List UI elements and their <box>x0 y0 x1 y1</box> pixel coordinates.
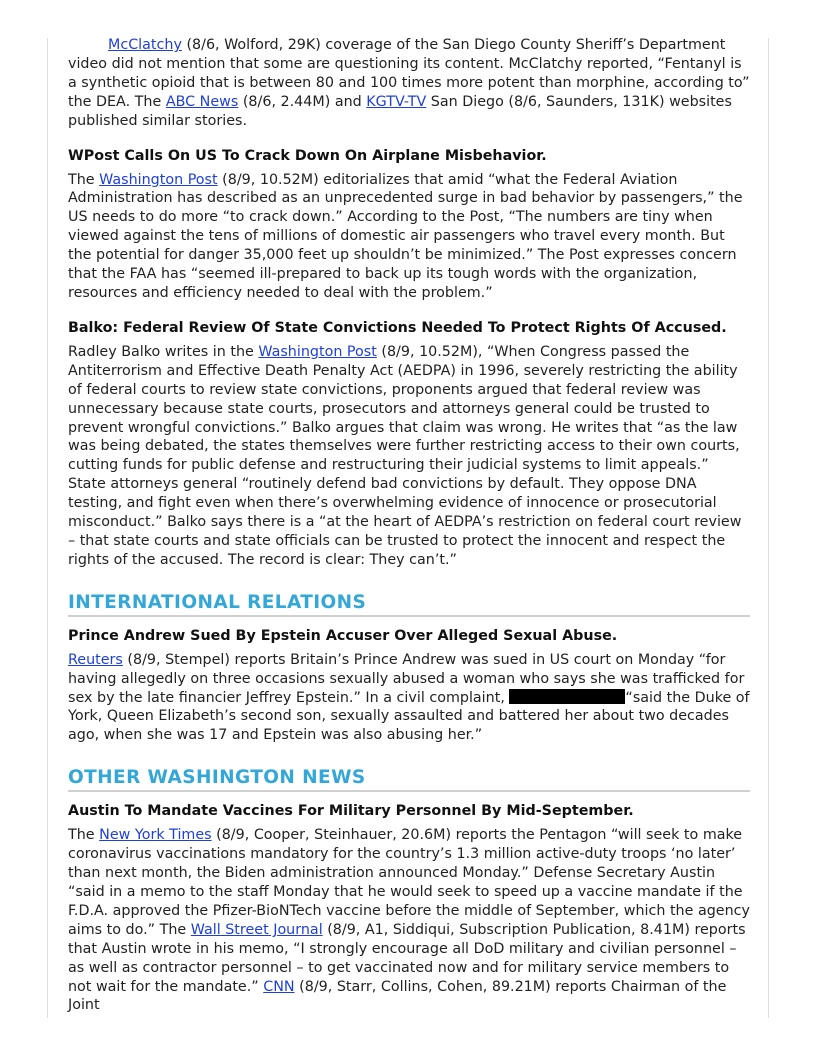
article-title-austin-vaccines: Austin To Mandate Vaccines For Military Personnel By Mid-September. <box>68 803 634 820</box>
abc-news-link[interactable]: ABC News <box>165 93 239 110</box>
article-title-airplane-misbehavior: WPost Calls On US To Crack Down On Airplane Misbehavior. <box>68 147 547 164</box>
washington-post-link[interactable]: Washington Post <box>99 171 218 188</box>
article-balko-paragraph: Radley Balko writes in the Washington Post (8/9, 10.52M), “When Congress passed the Antiterrorism and Effective Death Penalty Act (AEDPA) in 1996, severely restricting the ability of federal courts to review state convictions, proponents argued that federal review was unnecessary because state courts, prosecutors and attorneys general could be trusted to prevent wrongful convictions.” Balko argues that claim was wrong. He writes that “as the law was being debated, the states themselves were further restricting access to their own courts, cutting funds for public defense and restructuring their judicial systems to limit appeals.” State attorneys general “routinely defend bad convictions by default. They oppose DNA testing, and fight even when there’s overwhelming evidence of innocence or prosecutorial misconduct.” Balko says there is a “at the heart of AEDPA’s restriction on federal court review – that state courts and state officials can be trusted to protect the innocent and respect the rights of the accused. The record is clear: They can’t.” <box>68 343 742 568</box>
new-york-times-link[interactable]: New York Times <box>99 827 212 844</box>
article-mcclatchy-paragraph: McClatchy (8/6, Wolford, 29K) coverage of the San Diego County Sheriff’s Department video did not mention that some are questioning its content. McClatchy reported, “Fentanyl is a synthetic opioid that is between 80 and 100 times more potent than morphine, according to” the DEA. The ABC News (8/6, 2.44M) and KGTV-TV San Diego (8/6, Saunders, 131K) websites published similar stories. <box>68 37 750 129</box>
left-border-line <box>47 38 48 1018</box>
wall-street-journal-link[interactable]: Wall Street Journal <box>190 921 323 938</box>
section-heading-international-relations: INTERNATIONAL RELATIONS <box>68 592 750 617</box>
redaction-bar <box>509 689 625 704</box>
reuters-link[interactable]: Reuters <box>68 651 123 668</box>
washington-post-link-2[interactable]: Washington Post <box>258 343 377 360</box>
newsletter-body <box>68 36 750 1015</box>
kgtv-link[interactable]: KGTV-TV <box>366 93 427 110</box>
article-title-prince-andrew: Prince Andrew Sued By Epstein Accuser Over Alleged Sexual Abuse. <box>68 627 618 644</box>
section-heading-other-washington-news: OTHER WASHINGTON NEWS <box>68 767 750 792</box>
cnn-link[interactable]: CNN <box>263 978 295 995</box>
article-airplane-paragraph: The Washington Post (8/9, 10.52M) editorializes that amid “what the Federal Aviation Administration has described as an unprecedented surge in bad behavior by passengers,” the US needs to do more “to crack down.” According to the Post, “The numbers are tiny when viewed against the tens of millions of domestic air passengers who travel every month. But the potential for danger 35,000 feet up shouldn’t be minimized.” The Post expresses concern that the FAA has “seemed ill-prepared to back up its tough words with the organization, resources and efficiency needed to deal with the problem.” <box>68 171 743 301</box>
right-border-line <box>768 38 769 1018</box>
article-austin-paragraph: The New York Times (8/9, Cooper, Steinhauer, 20.6M) reports the Pentagon “will seek to make coronavirus vaccinations mandatory for the country’s 1.3 million active-duty troops ‘no later’ than next month, the Biden administration announced Monday.” Defense Secretary Austin “said in a memo to the staff Monday that he would seek to speed up a vaccine mandate if the F.D.A. approved the Pfizer-BioNTech vaccine before the middle of September, which the agency aims to do.” The Wall Street Journal (8/9, A1, Siddiqui, Subscription Publication, 8.41M) reports that Austin wrote in his memo, “I strongly encourage all DoD military and civilian personnel – as well as contractor personnel – to get vaccinated now and for military service members to not wait for the mandate.” CNN (8/9, Starr, Collins, Cohen, 89.21M) reports Chairman of the Joint <box>68 827 750 1014</box>
article-prince-andrew-paragraph: Reuters (8/9, Stempel) reports Britain’s Prince Andrew was sued in US court on Monday “for having allegedly on three occasions sexually abused a woman who says she was trafficked for sex by the late financier Jeffrey Epstein.” In a civil complaint, “said the Duke of York, Queen Elizabeth’s second son, sexually assaulted and battered her about two decades ago, when she was 17 and Epstein was also abusing her.” <box>68 651 750 744</box>
mcclatchy-link[interactable]: McClatchy <box>108 37 182 53</box>
article-title-balko: Balko: Federal Review Of State Convictions Needed To Protect Rights Of Accused. <box>68 319 727 336</box>
